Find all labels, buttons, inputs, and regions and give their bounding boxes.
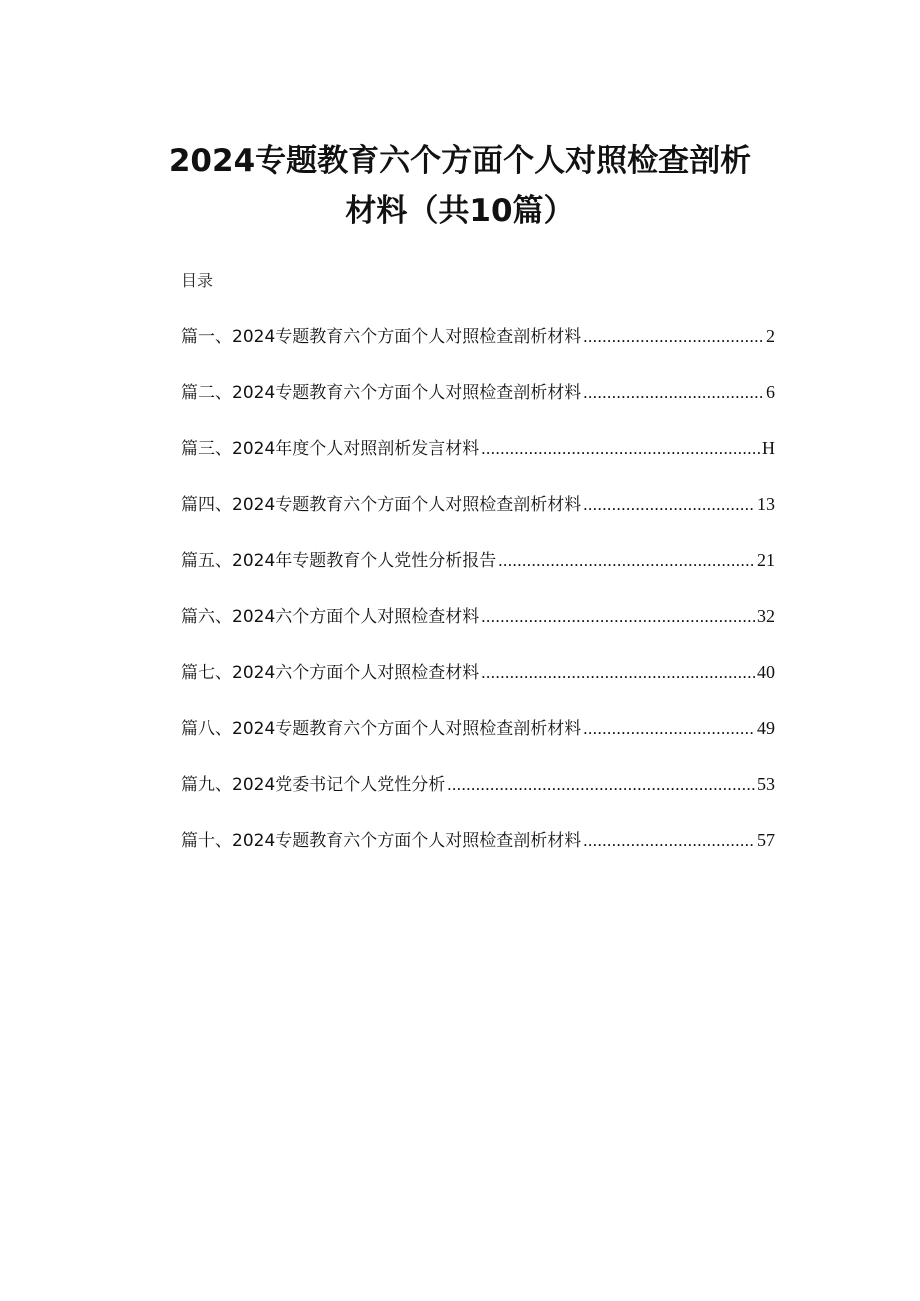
toc-entry-label: 篇五、2024年专题教育个人党性分析报告 xyxy=(181,551,497,571)
toc-dot-leader xyxy=(481,433,760,465)
toc-page-number: 57 xyxy=(757,830,775,850)
toc-entry-5[interactable] xyxy=(181,544,775,600)
toc-entry-label: 篇三、2024年度个人对照剖析发言材料 xyxy=(181,439,480,459)
toc-entry-label: 篇七、2024六个方面个人对照检查材料 xyxy=(181,663,480,683)
toc-page-number: 6 xyxy=(766,382,775,402)
toc-dot-leader xyxy=(583,489,755,521)
toc-dot-leader xyxy=(583,713,755,745)
toc-page-number: H xyxy=(762,438,775,458)
toc-entry-label: 篇六、2024六个方面个人对照检查材料 xyxy=(181,607,480,627)
toc-page-number: 21 xyxy=(757,550,775,570)
toc-entry-8[interactable] xyxy=(181,712,775,768)
table-of-contents xyxy=(181,320,775,880)
toc-entry-10[interactable] xyxy=(181,824,775,880)
toc-dot-leader xyxy=(498,545,755,577)
toc-dot-leader xyxy=(447,769,755,801)
toc-page-number: 40 xyxy=(757,662,775,682)
toc-page-number: 13 xyxy=(757,494,775,514)
toc-dot-leader xyxy=(583,825,755,857)
toc-entry-1[interactable] xyxy=(181,320,775,376)
toc-page-number: 49 xyxy=(757,718,775,738)
toc-entry-label: 篇一、2024专题教育六个方面个人对照检查剖析材料 xyxy=(181,327,582,347)
toc-dot-leader xyxy=(481,657,755,689)
toc-entry-label: 篇二、2024专题教育六个方面个人对照检查剖析材料 xyxy=(181,383,582,403)
document-title-line-2: 材料（共10篇） xyxy=(345,193,575,229)
toc-entry-label: 篇八、2024专题教育六个方面个人对照检查剖析材料 xyxy=(181,719,582,739)
toc-entry-label: 篇九、2024党委书记个人党性分析 xyxy=(181,775,446,795)
toc-page-number: 32 xyxy=(757,606,775,626)
toc-entry-label: 篇四、2024专题教育六个方面个人对照检查剖析材料 xyxy=(181,495,582,515)
toc-entry-3[interactable] xyxy=(181,432,775,488)
toc-dot-leader xyxy=(583,321,764,353)
toc-dot-leader xyxy=(481,601,755,633)
toc-dot-leader xyxy=(583,377,764,409)
toc-entry-2[interactable] xyxy=(181,376,775,432)
document-title-line-1: 2024专题教育六个方面个人对照检查剖析 xyxy=(168,143,752,179)
toc-entry-label: 篇十、2024专题教育六个方面个人对照检查剖析材料 xyxy=(181,831,582,851)
toc-entry-9[interactable] xyxy=(181,768,775,824)
toc-entry-4[interactable] xyxy=(181,488,775,544)
toc-page-number: 53 xyxy=(757,774,775,794)
toc-heading: 目录 xyxy=(181,271,214,290)
toc-entry-6[interactable] xyxy=(181,600,775,656)
toc-entry-7[interactable] xyxy=(181,656,775,712)
toc-page-number: 2 xyxy=(766,326,775,346)
